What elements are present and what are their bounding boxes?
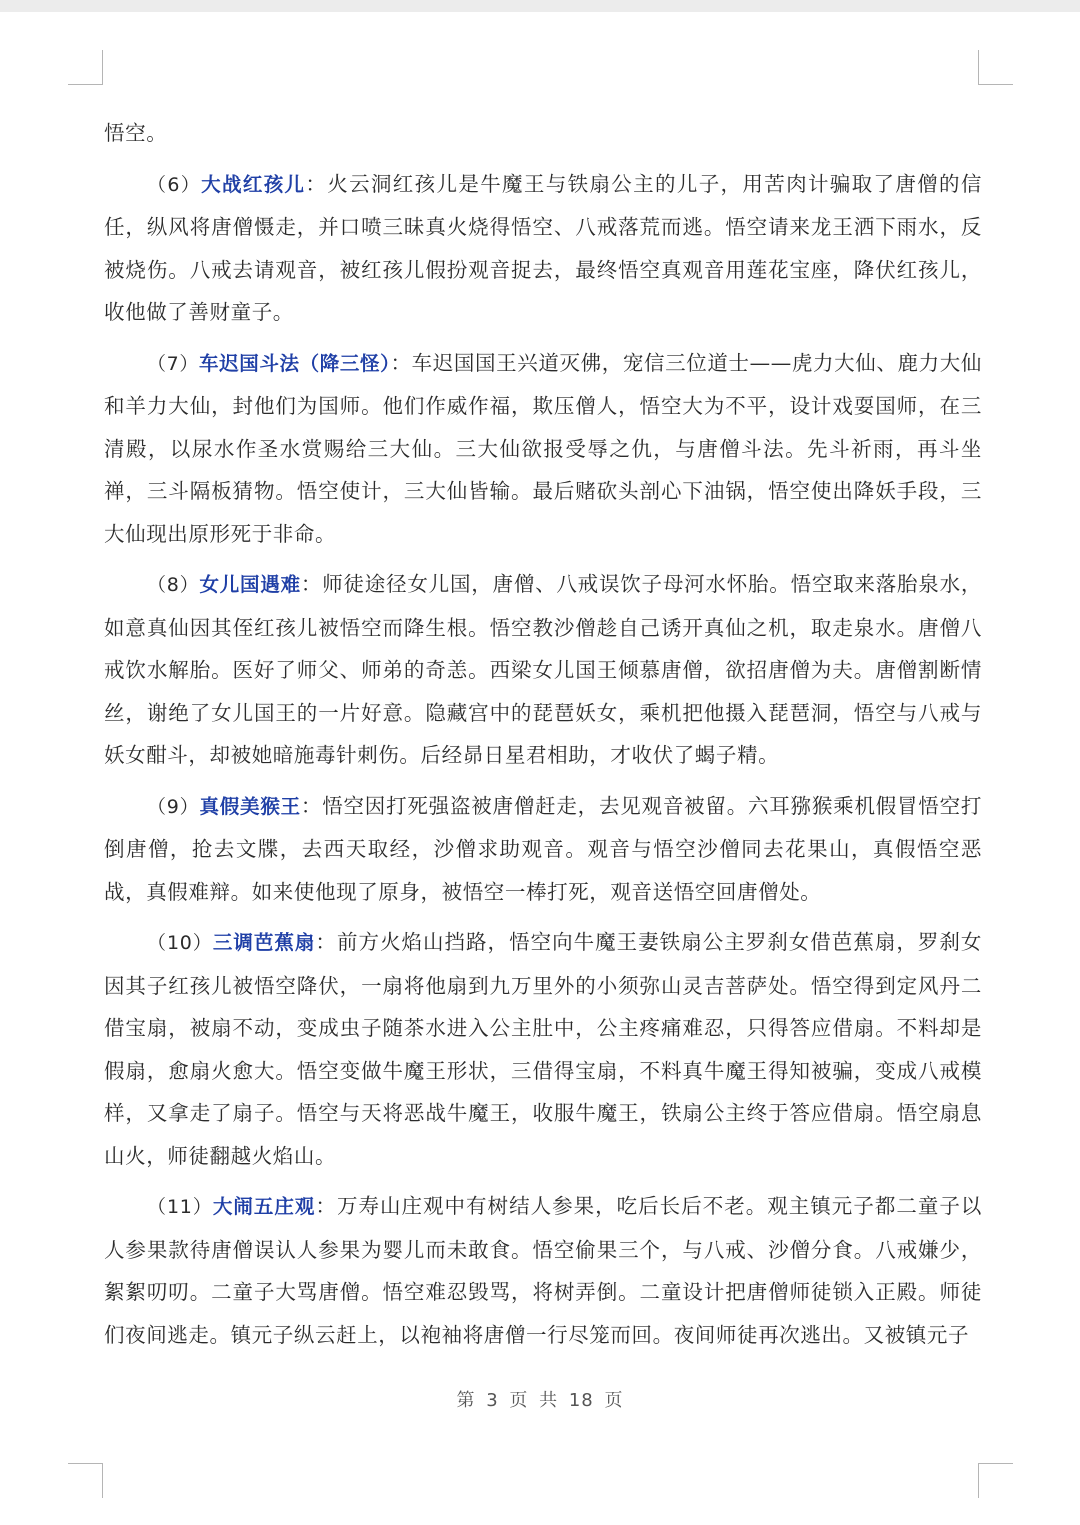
crop-mark-bottom-right — [978, 1463, 1013, 1498]
section-body: 车迟国国王兴道灭佛，宠信三位道士——虎力大仙、鹿力大仙和羊力大仙，封他们为国师。他们作威作福，欺压僧人，悟空大为不平，设计戏耍国师，在三清殿，以尿水作圣水赏赐给三大仙。三大仙欲报受辱之仇，与唐僧斗法。先斗祈雨，再斗坐禅，三斗隔板猜物。悟空使计，三大仙皆输。最后赌砍头剖心下油锅，悟空使出降妖手段，三大仙现出原形死于非命。 — [104, 350, 982, 546]
section-heading: 女儿国遇难 — [199, 573, 301, 596]
section-separator: ： — [315, 1194, 337, 1218]
section-body: 师徒途径女儿国，唐僧、八戒误饮子母河水怀胎。悟空取来落胎泉水，如意真仙因其侄红孩儿被悟空而降生根。悟空教沙僧趁自己诱开真仙之机，取走泉水。唐僧八戒饮水解胎。医好了师父、师弟的奇恙。西梁女儿国王倾慕唐僧，欲招唐僧为夫。唐僧割断情丝，谢绝了女儿国王的一片好意。隐藏宫中的琵琶妖女，乘机把他摄入琵琶洞，悟空与八戒与妖女酣斗，却被她暗施毒针刺伤。后经昴日星君相助，才收伏了蝎子精。 — [104, 572, 982, 767]
section-7 — [104, 342, 982, 556]
crop-mark-top-right — [978, 50, 1013, 85]
section-separator: ： — [305, 171, 328, 196]
section-6 — [104, 163, 982, 334]
section-heading: 大战红孩儿 — [201, 172, 306, 196]
section-number: （11） — [147, 1196, 213, 1218]
section-heading: 三调芭蕉扇 — [212, 931, 316, 954]
section-number: （10） — [147, 932, 213, 954]
section-body: 万寿山庄观中有树结人参果，吃后长后不老。观主镇元子都二童子以人参果款待唐僧误认人参果为婴儿而未敢食。悟空偷果三个，与八戒、沙僧分食。八戒嫌少，絮絮叨叨。二童子大骂唐僧。悟空难忍毁骂，将树弄倒。二童设计把唐僧师徒锁入正殿。师徒们夜间逃走。镇元子纵云赶上，以袍袖将唐僧一行尽笼而回。夜间师徒再次逃出。又被镇元子 — [104, 1194, 982, 1347]
section-separator: ： — [300, 793, 323, 818]
section-heading: 真假美猴王 — [199, 794, 301, 818]
crop-mark-top-left — [68, 50, 103, 85]
intro-paragraph: 悟空。 — [104, 121, 168, 145]
section-heading: 大闹五庄观 — [212, 1195, 316, 1218]
section-heading: 车迟国斗法（降三怪） — [198, 351, 391, 375]
section-number: （9） — [147, 795, 200, 818]
section-11 — [104, 1185, 982, 1356]
section-9 — [104, 785, 982, 914]
section-body: 火云洞红孩儿是牛魔王与铁扇公主的儿子，用苦肉计骗取了唐僧的信任，纵风将唐僧慑走，并口喷三昧真火烧得悟空、八戒落荒而逃。悟空请来龙王洒下雨水，反被烧伤。八戒去请观音，被红孩儿假扮观音捉去，最终悟空真观音用莲花宝座，降伏红孩儿，收他做了善财童子。 — [104, 171, 982, 324]
crop-mark-bottom-left — [68, 1463, 103, 1498]
section-number: （8） — [147, 574, 200, 596]
section-separator: ： — [300, 572, 323, 596]
section-10 — [104, 921, 982, 1177]
section-number: （7） — [147, 352, 199, 375]
section-body: 前方火焰山挡路，悟空向牛魔王妻铁扇公主罗刹女借芭蕉扇，罗刹女因其子红孩儿被悟空降伏，一扇将他扇到九万里外的小须弥山灵吉菩萨处。悟空得到定风丹二借宝扇，被扇不动，变成虫子随茶水进入公主肚中，公主疼痛难忍，只得答应借扇。不料却是假扇，愈扇火愈大。悟空变做牛魔王形状，三借得宝扇，不料真牛魔王得知被骗，变成八戒模样，又拿走了扇子。悟空与天将恶战牛魔王，收服牛魔王，铁扇公主终于答应借扇。悟空扇息山火，师徒翻越火焰山。 — [104, 930, 982, 1168]
document-body — [104, 112, 982, 1356]
top-bar — [0, 0, 1080, 12]
section-8 — [104, 563, 982, 777]
page-footer: 第 3 页 共 18 页 — [456, 1390, 624, 1411]
section-separator: ： — [390, 350, 412, 375]
section-separator: ： — [315, 930, 337, 954]
section-body: 悟空因打死强盗被唐僧赶走，去见观音被留。六耳猕猴乘机假冒悟空打倒唐僧，抢去文牒，去西天取经，沙僧求助观音。观音与悟空沙僧同去花果山，真假悟空恶战，真假难辩。如来使他现了原身，被悟空一棒打死，观音送悟空回唐僧处。 — [104, 793, 982, 904]
section-number: （6） — [147, 173, 202, 196]
